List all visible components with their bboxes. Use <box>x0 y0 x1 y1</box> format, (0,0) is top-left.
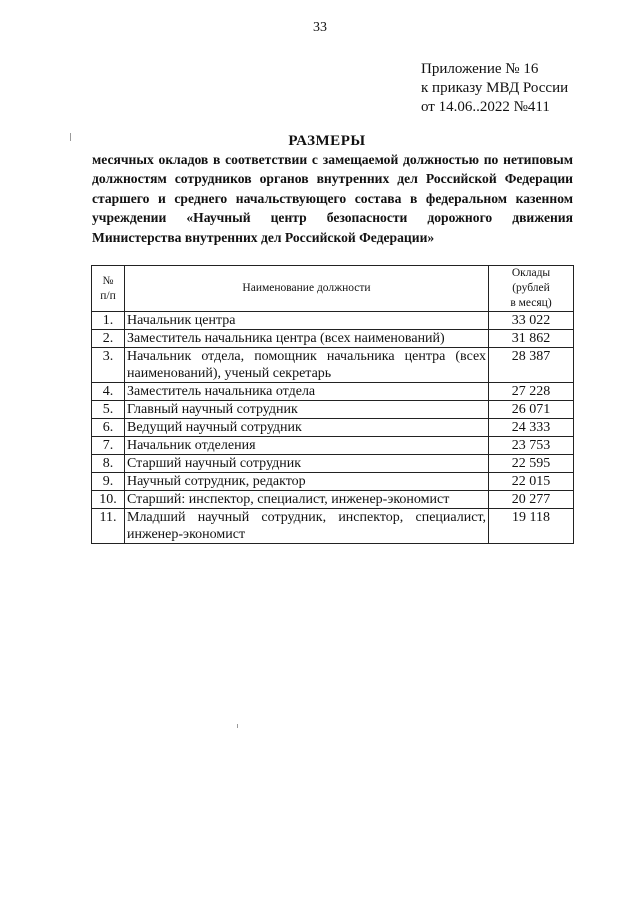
appendix-line-3: от 14.06..2022 №411 <box>421 99 550 115</box>
appendix-line-1: Приложение № 16 <box>421 61 539 77</box>
row-salary: 26 071 <box>489 401 574 419</box>
appendix-line-2: к приказу МВД России <box>421 80 569 96</box>
table-row <box>92 437 574 455</box>
row-position-name: Заместитель начальника отдела <box>125 383 489 401</box>
row-position-name: Старший научный сотрудник <box>125 455 489 473</box>
header-number-text: № п/п <box>100 274 116 302</box>
row-salary: 23 753 <box>489 437 574 455</box>
row-salary: 28 387 <box>489 348 574 383</box>
row-position-name: Заместитель начальника центра (всех наименований) <box>125 330 489 348</box>
row-position-name: Начальник отделения <box>125 437 489 455</box>
row-salary: 19 118 <box>489 509 574 544</box>
document-title: РАЗМЕРЫ <box>288 133 366 149</box>
table-row <box>92 401 574 419</box>
appendix-reference <box>421 60 568 117</box>
header-salary <box>489 266 574 312</box>
row-number: 9. <box>92 473 125 491</box>
row-salary: 22 595 <box>489 455 574 473</box>
header-position-name-text: Наименование должности <box>242 282 371 294</box>
row-number: 7. <box>92 437 125 455</box>
row-number: 10. <box>92 491 125 509</box>
table-row <box>92 491 574 509</box>
header-position-name <box>125 266 489 312</box>
table-header-row <box>92 266 574 312</box>
row-number: 11. <box>92 509 125 544</box>
table-row <box>92 473 574 491</box>
row-number: 1. <box>92 312 125 330</box>
scan-mark <box>70 133 71 141</box>
row-position-name: Старший: инспектор, специалист, инженер-экономист <box>125 491 489 509</box>
row-position-name: Научный сотрудник, редактор <box>125 473 489 491</box>
row-number: 8. <box>92 455 125 473</box>
document-subtitle: месячных окладов в соответствии с замещаемой должностью по нетиповым должностям сотрудников органов внутренних дел Российской Федерации старшего и среднего начальствующего состава в федеральном казенном учреждении «Научный центр безопасности дорожного движения Министерства внутренних дел Российской Федерации» <box>92 152 573 245</box>
table-row <box>92 312 574 330</box>
row-position-name: Младший научный сотрудник, инспектор, специалист, инженер-экономист <box>125 509 489 544</box>
row-position-name: Начальник отдела, помощник начальника центра (всех наименований), ученый секретарь <box>125 348 489 383</box>
row-number: 5. <box>92 401 125 419</box>
row-position-name: Главный научный сотрудник <box>125 401 489 419</box>
row-salary: 20 277 <box>489 491 574 509</box>
table-row <box>92 419 574 437</box>
row-salary: 31 862 <box>489 330 574 348</box>
table-row <box>92 348 574 383</box>
row-number: 2. <box>92 330 125 348</box>
salary-table <box>91 265 574 544</box>
table-row <box>92 455 574 473</box>
table-row <box>92 383 574 401</box>
table-row <box>92 330 574 348</box>
row-salary: 24 333 <box>489 419 574 437</box>
table-row <box>92 509 574 544</box>
header-salary-text: Оклады (рублей в месяц) <box>510 267 552 309</box>
row-position-name: Начальник центра <box>125 312 489 330</box>
page-number: 33 <box>313 20 327 35</box>
row-number: 3. <box>92 348 125 383</box>
row-position-name: Ведущий научный сотрудник <box>125 419 489 437</box>
row-salary: 27 228 <box>489 383 574 401</box>
row-salary: 33 022 <box>489 312 574 330</box>
header-number <box>92 266 125 312</box>
row-number: 6. <box>92 419 125 437</box>
scan-mark <box>237 724 238 728</box>
row-number: 4. <box>92 383 125 401</box>
row-salary: 22 015 <box>489 473 574 491</box>
